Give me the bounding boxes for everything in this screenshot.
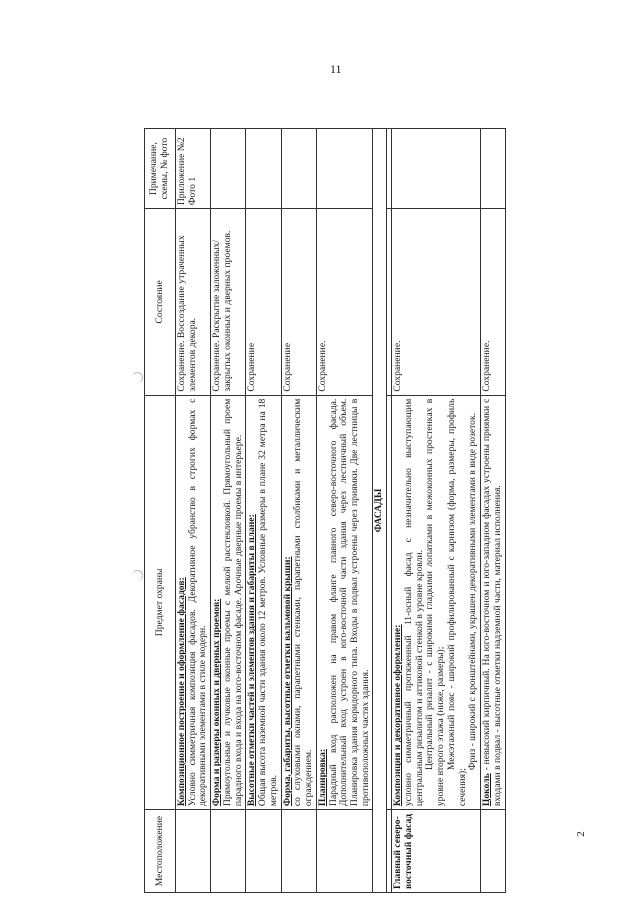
header-note: Примечание, схемы, № фото: [145, 129, 176, 209]
subject-paragraph: Межэтажный пояс - широкий профилированный с карнизом (форма, размеры, профиль сечения);: [445, 398, 468, 807]
fold-mark: [132, 372, 143, 383]
state-cell: Сохранение.: [392, 209, 481, 396]
subject-paragraph: условно симметричный протяженный 11-осный фасад с незначительно выступающим центральным ризалитом и аттиковой стенкой в уровне кровли.: [402, 398, 425, 807]
page-number: 11: [330, 62, 342, 76]
location-cell: [176, 810, 211, 893]
subject-cell: [211, 395, 246, 809]
state-cell: Сохранение. Воссоздание утраченных элементов декора.: [176, 209, 211, 396]
subject-text: - невысокий кирпичный. На юго-восточном и юго-западном фасадах устроены приямки с входами в подвал - высотные отметки надземной части, материал исполнения.: [481, 398, 503, 807]
subject-paragraph: Центральный ризалит - с широкими гладкими лопатками в межоконных простенках в уровне второго этажа (ниже, размеры);: [424, 398, 447, 807]
subject-paragraph: Фриз - широкий с кронштейнами, украшен декоративными элементами в виде розеток.: [467, 412, 479, 771]
side-page-number: 2: [574, 831, 587, 837]
subject-title: Планировка:: [316, 748, 328, 807]
state-cell: Сохранение: [246, 209, 281, 396]
subject-title: Цоколь: [481, 773, 493, 807]
table-row: [481, 129, 505, 893]
subject-text: Прямоугольные и лучковые оконные проемы с мелкой расстекловкой. Прямоугольный проем парадного входа и входа на юго-восточном фасаде. Арочные дверные проемы в интерьере.: [221, 398, 244, 807]
note-cell: [481, 129, 505, 209]
table-row: [316, 129, 373, 893]
header-location: Местоположение: [145, 810, 176, 893]
protection-table: [144, 128, 506, 893]
section-title: ФАСАДЫ: [373, 129, 387, 893]
header-subject: Предмет охраны: [145, 395, 176, 809]
subject-cell: [481, 395, 505, 809]
subject-title: Высотные отметки частей и элементов здания и габариты в плане:: [246, 514, 258, 807]
subject-text: Условно симметричная композиция фасадов. Декоративное убранство в строгих формах с декоративными элементами в стиле модерн.: [186, 398, 209, 807]
subject-title: Композиция и декоративное оформление:: [392, 624, 404, 807]
note-cell: [211, 129, 246, 209]
subject-title: Форма, габариты, высотные отметки вальмовой крыши:: [281, 556, 293, 807]
section-row: [373, 129, 387, 893]
state-cell: Сохранение.: [316, 209, 373, 396]
table-row: [392, 129, 481, 893]
rotated-table-container: [144, 128, 599, 893]
table-row: [211, 129, 246, 893]
subject-text: Общая высота наземной части здания около 12 метров. Условные размеры в плане 32 метра на 18 метров.: [257, 398, 279, 807]
table-row: [281, 129, 316, 893]
note-cell: Приложение №2 Фото 1: [176, 129, 211, 209]
subject-text: Парадный вход расположен на правом фланге главного северо-восточного фасада. Дополнительный вход устроен в юго-восточной части здания через лестничный объем. Планировка здания коридорного типа. Входы в подвал устроены через приямки. Две лестницы в противоположных частях здания.: [327, 398, 371, 807]
subject-text: со слуховыми окнами, парапетными стенками, парапетными столбиками и металлическим ограждением.: [292, 398, 315, 807]
note-cell: [392, 129, 481, 209]
note-cell: [246, 129, 281, 209]
location-cell: [246, 810, 281, 893]
subject-title: Композиционное построение и оформление фасадов:: [176, 577, 187, 807]
fold-mark: [132, 570, 143, 581]
header-state: Состояние: [145, 209, 176, 396]
state-cell: Сохранение. Раскрытие заложенных/ закрытых оконных и дверных проемов.: [211, 209, 246, 396]
note-cell: [281, 129, 316, 209]
location-cell: [281, 810, 316, 893]
location-cell: Главный северо-восточный фасад: [392, 810, 481, 893]
location-cell: [316, 810, 373, 893]
subject-title: Форма и размеры оконных и дверных проемов:: [211, 598, 223, 807]
table-row: [176, 129, 211, 893]
subject-cell: [316, 395, 373, 809]
subject-cell: [246, 395, 281, 809]
subject-cell: [176, 395, 211, 809]
location-cell: [481, 810, 505, 893]
subject-cell: [392, 395, 481, 809]
state-cell: Сохранение: [281, 209, 316, 396]
subject-cell: [281, 395, 316, 809]
table-header-row: [145, 129, 176, 893]
state-cell: Сохранение.: [481, 209, 505, 396]
table-row: [246, 129, 281, 893]
location-cell: [211, 810, 246, 893]
note-cell: [316, 129, 373, 209]
